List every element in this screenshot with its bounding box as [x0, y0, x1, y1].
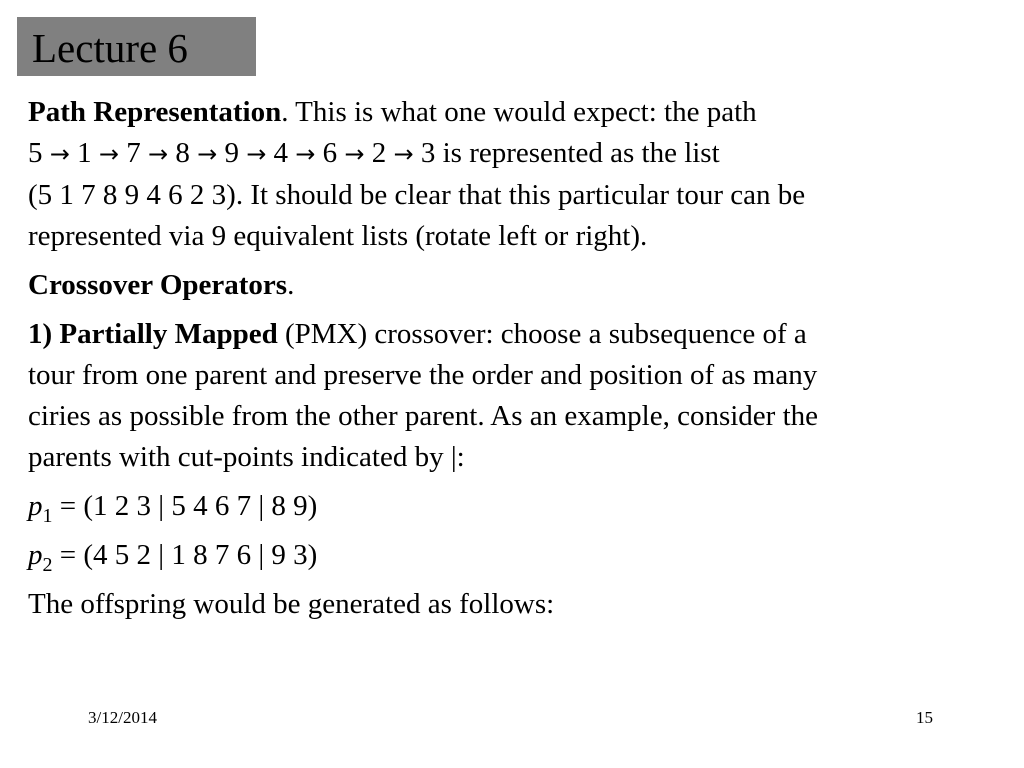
pmx-line-4: parents with cut-points indicated by |:: [28, 441, 465, 473]
path-node: 1: [77, 137, 92, 169]
slide-title: Lecture 6: [32, 25, 188, 71]
parent-1-variable: p: [28, 490, 43, 522]
path-suffix: is represented as the list: [435, 137, 720, 169]
path-node: 5: [28, 137, 43, 169]
right-arrow-icon: →: [344, 140, 365, 168]
path-representation-heading: Path Representation: [28, 96, 282, 128]
right-arrow-icon: →: [147, 140, 169, 168]
right-arrow-icon: →: [98, 140, 119, 168]
path-node: 3: [420, 137, 436, 169]
right-arrow-icon: →: [246, 140, 267, 168]
pmx-line-2: tour from one parent and preserve the order and position of as many: [28, 359, 818, 391]
equivalent-lists-line: represented via 9 equivalent lists (rotate left or right).: [28, 220, 648, 252]
right-arrow-icon: →: [49, 140, 70, 168]
slide-body: [28, 92, 988, 625]
path-representation-paragraph: [28, 92, 988, 257]
right-arrow-icon: →: [393, 140, 414, 168]
right-arrow-icon: →: [295, 140, 316, 168]
path-list-line: (5 1 7 8 9 4 6 2 3). It should be clear that this particular tour can be: [28, 179, 806, 211]
pmx-line-1: (PMX) crossover: choose a subsequence of a: [277, 318, 807, 350]
parent-1-expression: = (1 2 3 | 5 4 6 7 | 8 9): [52, 490, 318, 522]
path-sequence: [28, 137, 435, 169]
closing-line: The offspring would be generated as follows:: [28, 588, 555, 620]
path-node: 4: [273, 137, 289, 169]
parent-2-expression: = (4 5 2 | 1 8 7 6 | 9 3): [52, 539, 318, 571]
parent-1-subscript: 1: [42, 505, 53, 527]
path-node: 7: [126, 137, 141, 169]
pmx-heading: 1) Partially Mapped: [28, 318, 278, 350]
parent-2-variable: p: [28, 539, 43, 571]
path-node: 2: [371, 137, 387, 169]
parent-1-line: [28, 486, 988, 527]
path-representation-heading-period: .: [281, 96, 289, 128]
footer-date: 3/12/2014: [88, 708, 157, 727]
slide-number: 15: [916, 708, 933, 727]
parent-2-subscript: 2: [42, 554, 53, 576]
path-representation-intro: This is what one would expect: the path: [288, 96, 757, 128]
pmx-paragraph: [28, 314, 988, 478]
pmx-line-3: ciries as possible from the other parent. As an example, consider the: [28, 400, 819, 432]
parent-2-line: [28, 535, 988, 576]
crossover-operators-heading: Crossover Operators: [28, 269, 288, 301]
path-node: 8: [175, 137, 190, 169]
path-node: 9: [224, 137, 239, 169]
crossover-operators-paragraph: [28, 265, 988, 306]
path-node: 6: [322, 137, 338, 169]
right-arrow-icon: →: [197, 140, 218, 168]
crossover-operators-period: .: [287, 269, 295, 301]
